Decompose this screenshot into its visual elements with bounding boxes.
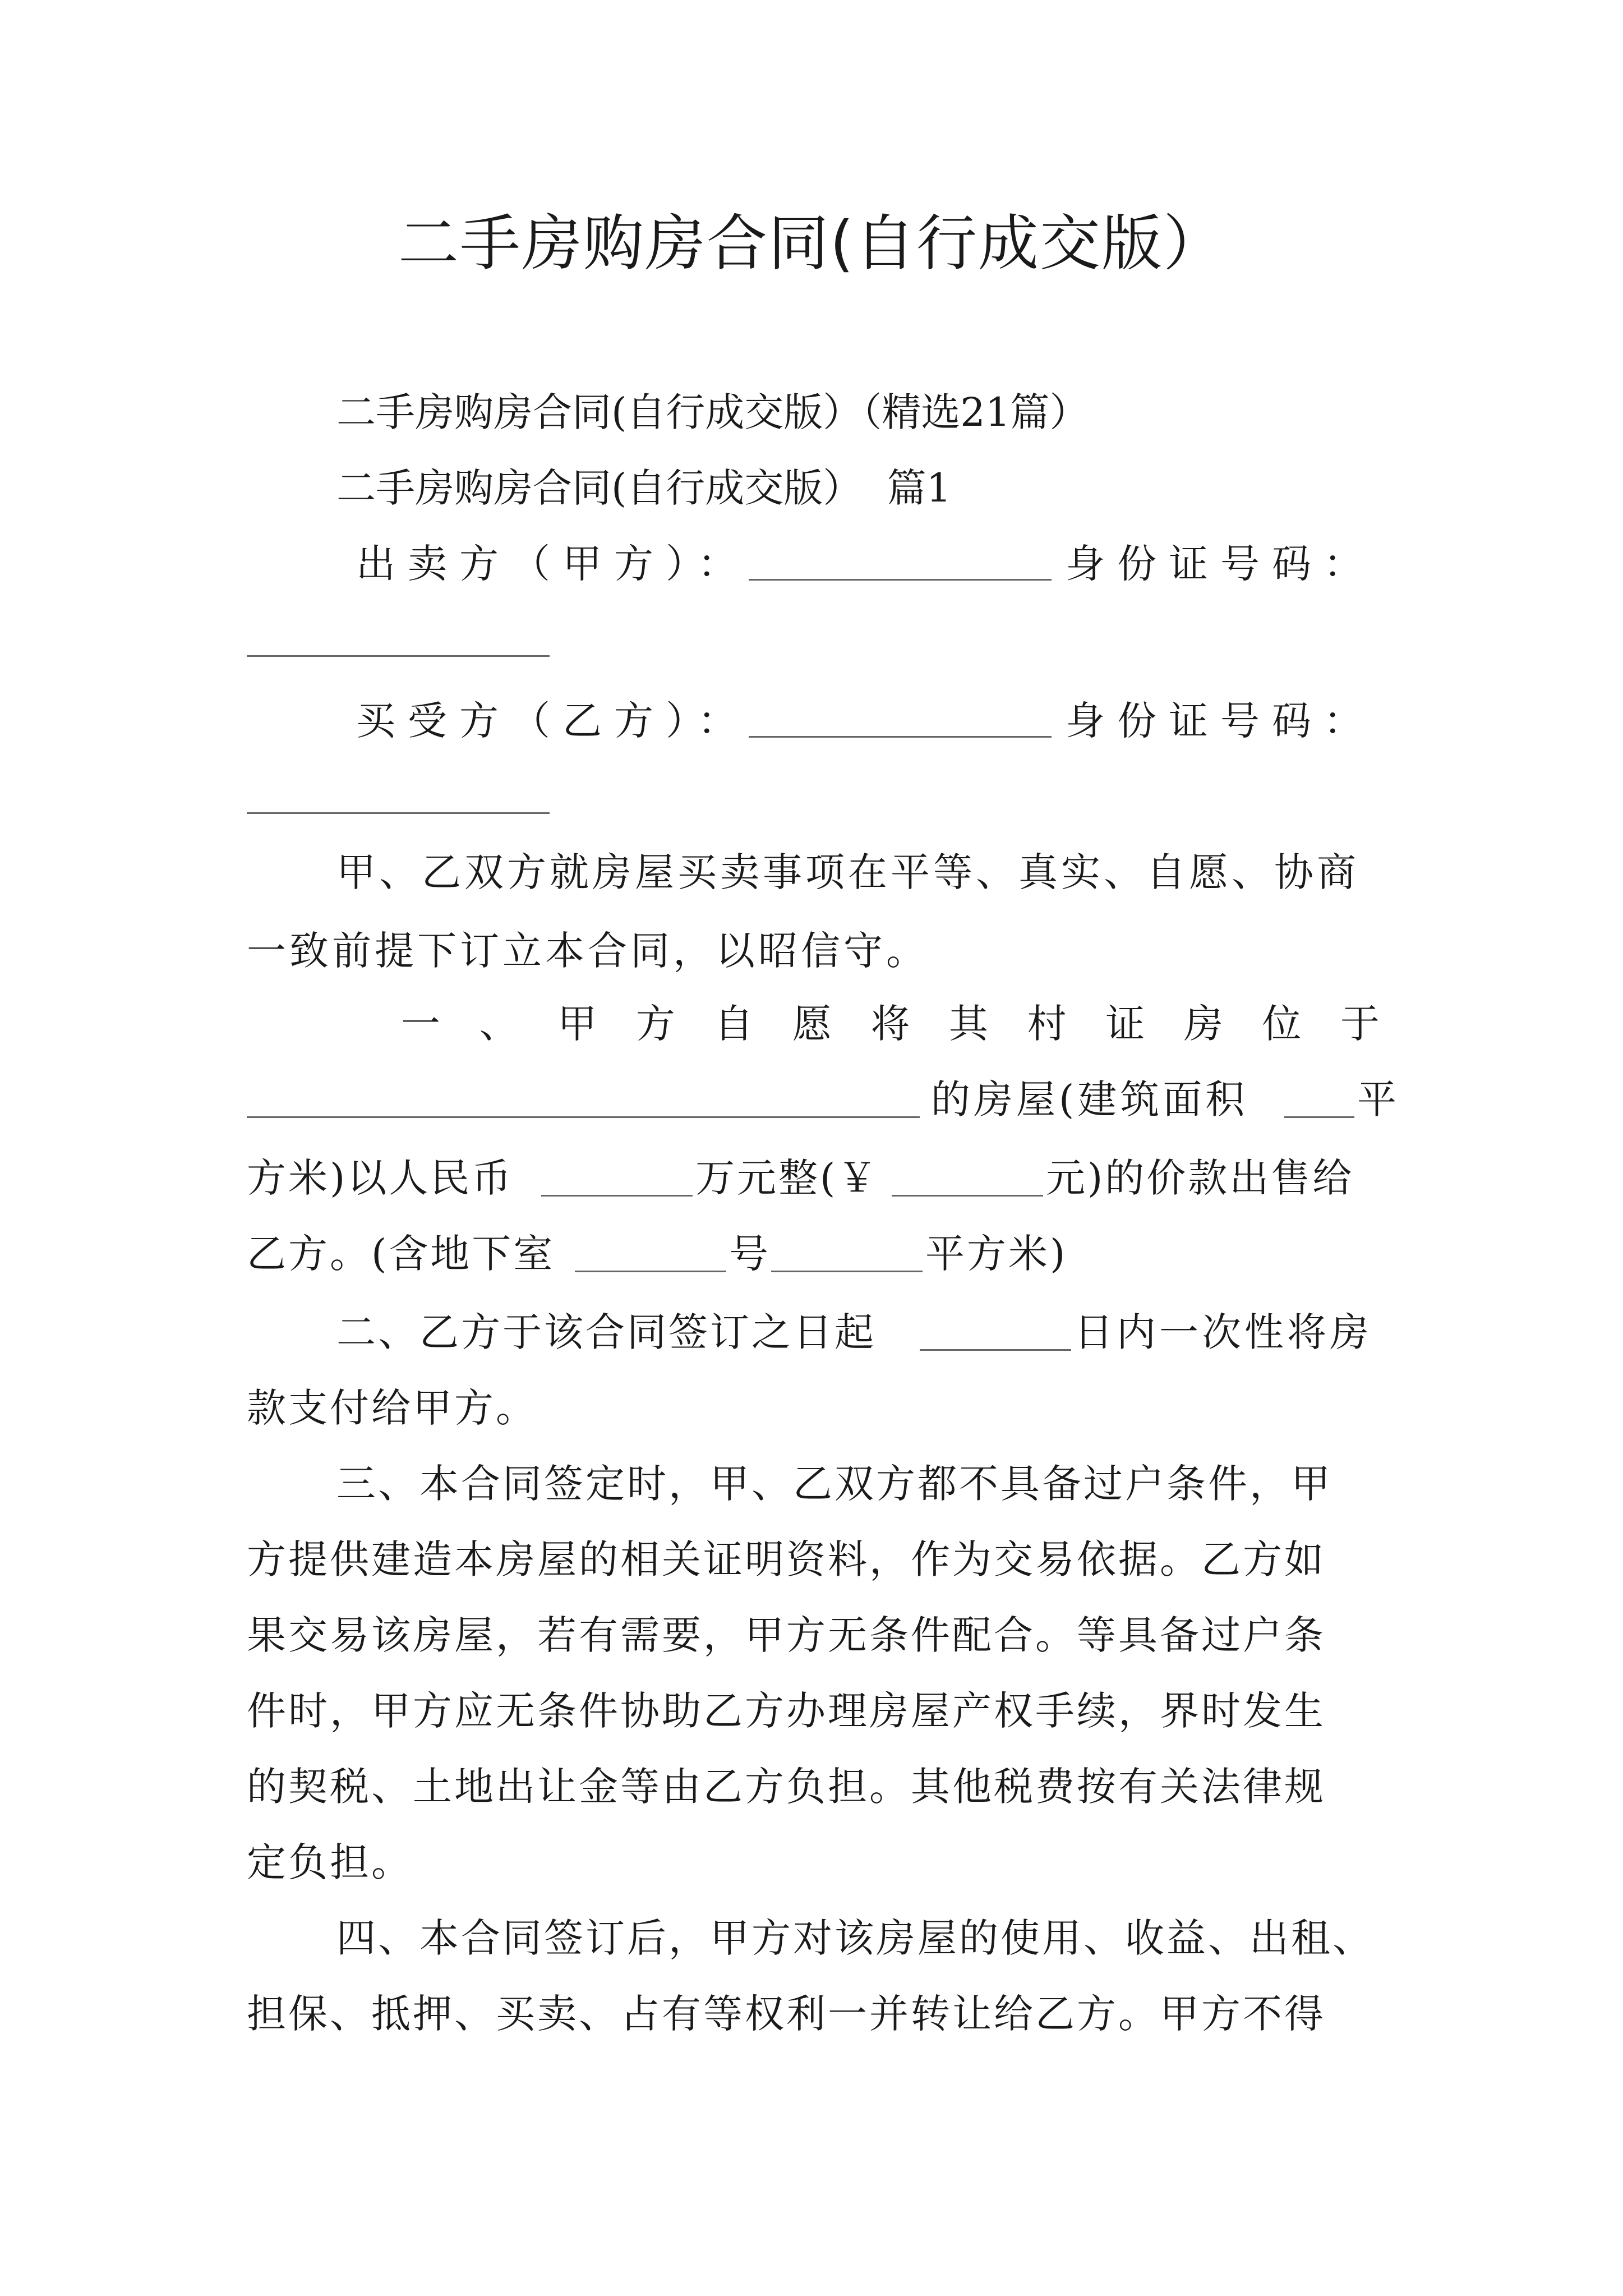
seller-id-label: 身份证号码： xyxy=(1066,541,1375,587)
clause3-line-3: 果交易该房屋，若有需要，甲方无条件配合。等具备过户条 xyxy=(247,1612,1326,1658)
clause1-line-4a: 乙方。(含地下室 xyxy=(247,1231,555,1277)
price-wan-blank xyxy=(541,1195,693,1197)
clause1-char: 愿 xyxy=(792,1001,832,1047)
clause1-char: 一 xyxy=(401,1001,440,1047)
clause1-line-4b: 号 xyxy=(729,1231,768,1277)
clause1-char: 村 xyxy=(1027,1001,1067,1047)
clause1-line-2b: 平 xyxy=(1357,1076,1396,1122)
buyer-id-blank xyxy=(247,812,550,814)
intro-line-1: 甲、乙双方就房屋买卖事项在平等、真实、自愿、协商 xyxy=(336,849,1359,895)
clause3-line-4: 件时，甲方应无条件协助乙方办理房屋产权手续，界时发生 xyxy=(247,1688,1326,1734)
basement-number-blank xyxy=(575,1271,726,1272)
clause1-char: 方 xyxy=(635,1001,675,1047)
clause3-line-6: 定负担。 xyxy=(247,1839,413,1885)
clause1-line-3c: 元)的价款出售给 xyxy=(1046,1155,1354,1201)
clause1-char: 位 xyxy=(1262,1001,1302,1047)
clause4-line-2: 担保、抵押、买卖、占有等权利一并转让给乙方。甲方不得 xyxy=(247,1991,1326,2037)
intro-line-2: 一致前提下订立本合同，以昭信守。 xyxy=(247,928,929,974)
clause1-line-4c: 平方米) xyxy=(925,1231,1068,1277)
clause1-char: 证 xyxy=(1105,1001,1145,1047)
price-yuan-blank xyxy=(892,1195,1043,1197)
document-subtitle: 二手房购房合同(自行成交版）（精选21篇） xyxy=(336,389,1089,435)
clause2-line-2: 款支付给甲方。 xyxy=(247,1385,537,1431)
seller-name-blank xyxy=(749,579,1052,581)
clause1-line-1 xyxy=(401,999,1380,1049)
clause1-char: 将 xyxy=(870,1001,910,1047)
buyer-label: 买受方（乙方）： xyxy=(356,698,749,744)
seller-id-blank xyxy=(247,655,550,657)
area-blank xyxy=(1284,1116,1354,1118)
buyer-id-label: 身份证号码： xyxy=(1066,698,1375,744)
basement-area-blank xyxy=(771,1271,923,1272)
clause3-line-1: 三、本合同签定时，甲、乙双方都不具备过户条件，甲 xyxy=(336,1461,1332,1507)
payment-days-blank xyxy=(920,1349,1071,1351)
clause1-char: 于 xyxy=(1340,1001,1380,1047)
seller-label: 出卖方（甲方）： xyxy=(356,541,749,587)
document-title: 二手房购房合同(自行成交版） xyxy=(398,209,1225,279)
buyer-name-blank xyxy=(749,736,1052,738)
clause1-line-2a: 的房屋(建筑面积 xyxy=(931,1076,1248,1122)
clause2-line-1b: 日内一次性将房 xyxy=(1074,1309,1372,1355)
section-label: 二手房购房合同(自行成交版） 篇1 xyxy=(336,465,952,511)
clause1-char: 其 xyxy=(949,1001,989,1047)
clause2-line-1a: 二、乙方于该合同签订之日起 xyxy=(336,1309,876,1355)
clause1-line-3a: 方米)以人民币 xyxy=(247,1155,514,1201)
clause1-char: 自 xyxy=(714,1001,754,1047)
clause1-line-3b: 万元整(￥ xyxy=(695,1155,879,1201)
clause3-line-5: 的契税、土地出让金等由乙方负担。其他税费按有关法律规 xyxy=(247,1764,1326,1810)
clause4-line-1: 四、本合同签订后，甲方对该房屋的使用、收益、出租、 xyxy=(336,1915,1374,1961)
clause3-line-2: 方提供建造本房屋的相关证明资料，作为交易依据。乙方如 xyxy=(247,1536,1326,1582)
clause1-char: 房 xyxy=(1183,1001,1223,1047)
address-blank xyxy=(247,1116,920,1118)
clause1-char: 、 xyxy=(479,1001,519,1047)
clause1-char: 甲 xyxy=(557,1001,597,1047)
